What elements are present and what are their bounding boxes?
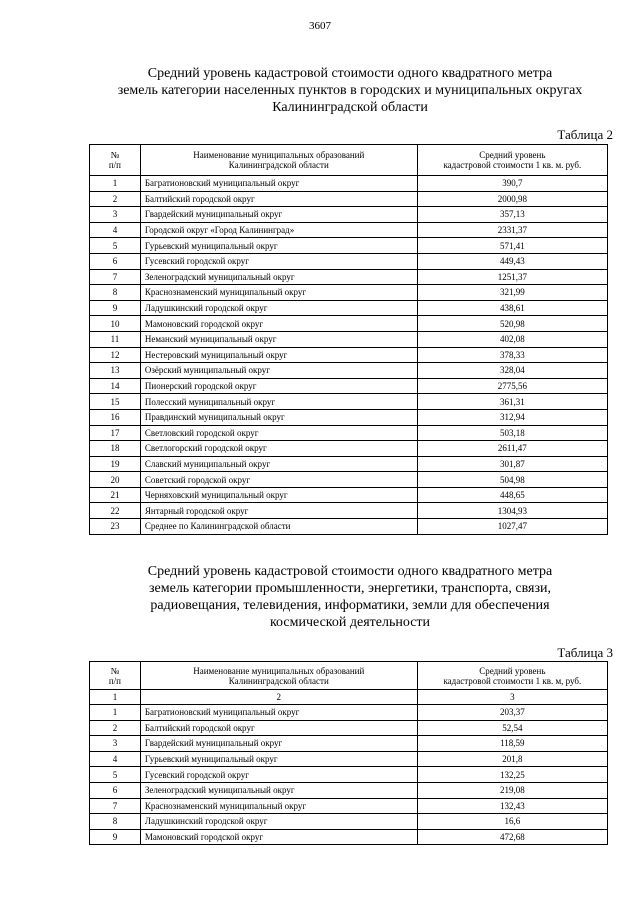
table3-title-line: космической деятельности — [269, 615, 431, 630]
row-value: 2611,47 — [417, 441, 607, 457]
row-number: 4 — [90, 751, 141, 767]
row-value: 402,08 — [417, 331, 607, 347]
table-row — [90, 269, 608, 285]
row-name: Ладушкинский городской округ — [140, 300, 417, 316]
row-value: 2000,98 — [417, 191, 607, 207]
table2-title-line: Средний уровень кадастровой стоимости одного квадратного метра — [147, 66, 553, 81]
table2-title — [40, 65, 640, 116]
row-number: 16 — [90, 409, 141, 425]
table-row — [90, 238, 608, 254]
table-row — [90, 394, 608, 410]
table-row — [90, 720, 608, 736]
table-row — [90, 378, 608, 394]
row-value: 219,08 — [417, 782, 607, 798]
table-row — [90, 487, 608, 503]
table3-index-row — [90, 690, 608, 705]
row-value: 1027,47 — [417, 519, 607, 535]
row-value: 357,13 — [417, 207, 607, 223]
row-number: 5 — [90, 238, 141, 254]
header-name: Наименование муниципальных образований Калининградской области — [140, 662, 417, 690]
row-value: 1304,93 — [417, 503, 607, 519]
table-row — [90, 409, 608, 425]
index-cell: 2 — [140, 690, 417, 705]
table2 — [89, 144, 608, 535]
row-number: 11 — [90, 331, 141, 347]
row-value: 312,94 — [417, 409, 607, 425]
row-name: Зеленоградский муниципальный округ — [140, 782, 417, 798]
header-name: Наименование муниципальных образований Калининградской области — [140, 145, 417, 176]
row-number: 1 — [90, 705, 141, 721]
row-number: 9 — [90, 829, 141, 845]
row-value: 321,99 — [417, 285, 607, 301]
row-value: 2331,37 — [417, 222, 607, 238]
row-name: Славский муниципальный округ — [140, 456, 417, 472]
row-name: Краснознаменский муниципальный округ — [140, 798, 417, 814]
row-value: 328,04 — [417, 363, 607, 379]
row-number: 8 — [90, 285, 141, 301]
header-num: № п/п — [90, 662, 141, 690]
table-row — [90, 767, 608, 783]
row-value: 52,54 — [417, 720, 607, 736]
row-name: Полесский муниципальный округ — [140, 394, 417, 410]
row-name: Багратионовский муниципальный округ — [140, 705, 417, 721]
table-row — [90, 316, 608, 332]
table-row — [90, 285, 608, 301]
table-row — [90, 829, 608, 845]
row-number: 12 — [90, 347, 141, 363]
table-row — [90, 363, 608, 379]
table-row — [90, 456, 608, 472]
table-row — [90, 300, 608, 316]
row-value: 132,43 — [417, 798, 607, 814]
row-name: Ладушкинский городской округ — [140, 814, 417, 830]
row-number: 6 — [90, 253, 141, 269]
row-name: Гусевский городской округ — [140, 253, 417, 269]
row-number: 13 — [90, 363, 141, 379]
row-name: Нестеровский муниципальный округ — [140, 347, 417, 363]
table3-label: Таблица 3 — [557, 645, 613, 660]
row-number: 17 — [90, 425, 141, 441]
row-value: 118,59 — [417, 736, 607, 752]
table-row — [90, 705, 608, 721]
row-number: 6 — [90, 782, 141, 798]
row-name: Балтийский городской округ — [140, 720, 417, 736]
row-name: Правдинский муниципальный округ — [140, 409, 417, 425]
table2-title-line: Калининградской области — [272, 100, 428, 115]
row-name: Озёрский муниципальный округ — [140, 363, 417, 379]
table-row — [90, 736, 608, 752]
table-row — [90, 798, 608, 814]
row-number: 5 — [90, 767, 141, 783]
row-name: Гвардейский муниципальный округ — [140, 207, 417, 223]
table-row — [90, 503, 608, 519]
row-number: 9 — [90, 300, 141, 316]
row-name: Янтарный городской округ — [140, 503, 417, 519]
row-name: Советский городской округ — [140, 472, 417, 488]
row-name: Краснознаменский муниципальный округ — [140, 285, 417, 301]
row-number: 20 — [90, 472, 141, 488]
row-number: 18 — [90, 441, 141, 457]
row-number: 23 — [90, 519, 141, 535]
table-row — [90, 441, 608, 457]
row-value: 448,65 — [417, 487, 607, 503]
row-number: 8 — [90, 814, 141, 830]
table-row — [90, 222, 608, 238]
table2-label: Таблица 2 — [557, 127, 613, 142]
table3 — [89, 661, 608, 845]
row-value: 390,7 — [417, 176, 607, 192]
row-number: 19 — [90, 456, 141, 472]
row-value: 201,8 — [417, 751, 607, 767]
row-number: 3 — [90, 736, 141, 752]
row-number: 1 — [90, 176, 141, 192]
row-value: 1251,37 — [417, 269, 607, 285]
row-number: 14 — [90, 378, 141, 394]
row-value: 361,31 — [417, 394, 607, 410]
table-row — [90, 347, 608, 363]
row-number: 2 — [90, 720, 141, 736]
row-number: 2 — [90, 191, 141, 207]
row-value: 16,6 — [417, 814, 607, 830]
header-value: Средний уровень кадастровой стоимости 1 кв. м, руб. — [417, 662, 607, 690]
header-value: Средний уровень кадастровой стоимости 1 кв. м. руб. — [417, 145, 607, 176]
row-number: 22 — [90, 503, 141, 519]
table3-title — [40, 563, 640, 631]
table-row — [90, 331, 608, 347]
row-value: 504,98 — [417, 472, 607, 488]
row-name: Светловский городской округ — [140, 425, 417, 441]
row-number: 21 — [90, 487, 141, 503]
table2-title-line: земель категории населенных пунктов в городских и муниципальных округах — [117, 83, 583, 98]
row-number: 15 — [90, 394, 141, 410]
row-name: Мамоновский городской округ — [140, 316, 417, 332]
row-name: Светлогорский городской округ — [140, 441, 417, 457]
header-num: № п/п — [90, 145, 141, 176]
table-row — [90, 814, 608, 830]
table3-header-row — [90, 662, 608, 690]
row-name: Мамоновский городской округ — [140, 829, 417, 845]
row-name: Гурьевский муниципальный округ — [140, 238, 417, 254]
row-value: 449,43 — [417, 253, 607, 269]
index-cell: 3 — [417, 690, 607, 705]
row-name: Зеленоградский муниципальный округ — [140, 269, 417, 285]
table-row — [90, 782, 608, 798]
table3-title-line: радиовещания, телевидения, информатики, земли для обеспечения — [150, 598, 550, 613]
row-name: Багратионовский муниципальный округ — [140, 176, 417, 192]
row-name: Городской округ «Город Калининград» — [140, 222, 417, 238]
row-value: 203,37 — [417, 705, 607, 721]
page-number: 3607 — [309, 20, 331, 32]
table-row — [90, 472, 608, 488]
table3-title-line: Средний уровень кадастровой стоимости одного квадратного метра — [147, 564, 553, 579]
table-row — [90, 176, 608, 192]
table-row — [90, 425, 608, 441]
table-row — [90, 253, 608, 269]
table-row — [90, 519, 608, 535]
row-value: 132,25 — [417, 767, 607, 783]
row-value: 503,18 — [417, 425, 607, 441]
row-value: 2775,56 — [417, 378, 607, 394]
row-number: 10 — [90, 316, 141, 332]
row-number: 7 — [90, 269, 141, 285]
row-number: 3 — [90, 207, 141, 223]
row-name: Гусевский городской округ — [140, 767, 417, 783]
row-number: 4 — [90, 222, 141, 238]
row-name: Среднее по Калининградской области — [140, 519, 417, 535]
table-row — [90, 751, 608, 767]
row-value: 438,61 — [417, 300, 607, 316]
table3-title-line: земель категории промышленности, энергетики, транспорта, связи, — [149, 581, 551, 596]
row-number: 7 — [90, 798, 141, 814]
row-name: Неманский муниципальный округ — [140, 331, 417, 347]
row-name: Черняховский муниципальный округ — [140, 487, 417, 503]
row-name: Гурьевский муниципальный округ — [140, 751, 417, 767]
row-value: 301,87 — [417, 456, 607, 472]
row-name: Гвардейский муниципальный округ — [140, 736, 417, 752]
index-cell: 1 — [90, 690, 141, 705]
row-value: 571,41 — [417, 238, 607, 254]
row-name: Пионерский городской округ — [140, 378, 417, 394]
row-name: Балтийский городской округ — [140, 191, 417, 207]
row-value: 520,98 — [417, 316, 607, 332]
row-value: 472,68 — [417, 829, 607, 845]
row-value: 378,33 — [417, 347, 607, 363]
table-row — [90, 207, 608, 223]
table2-header-row — [90, 145, 608, 176]
table-row — [90, 191, 608, 207]
